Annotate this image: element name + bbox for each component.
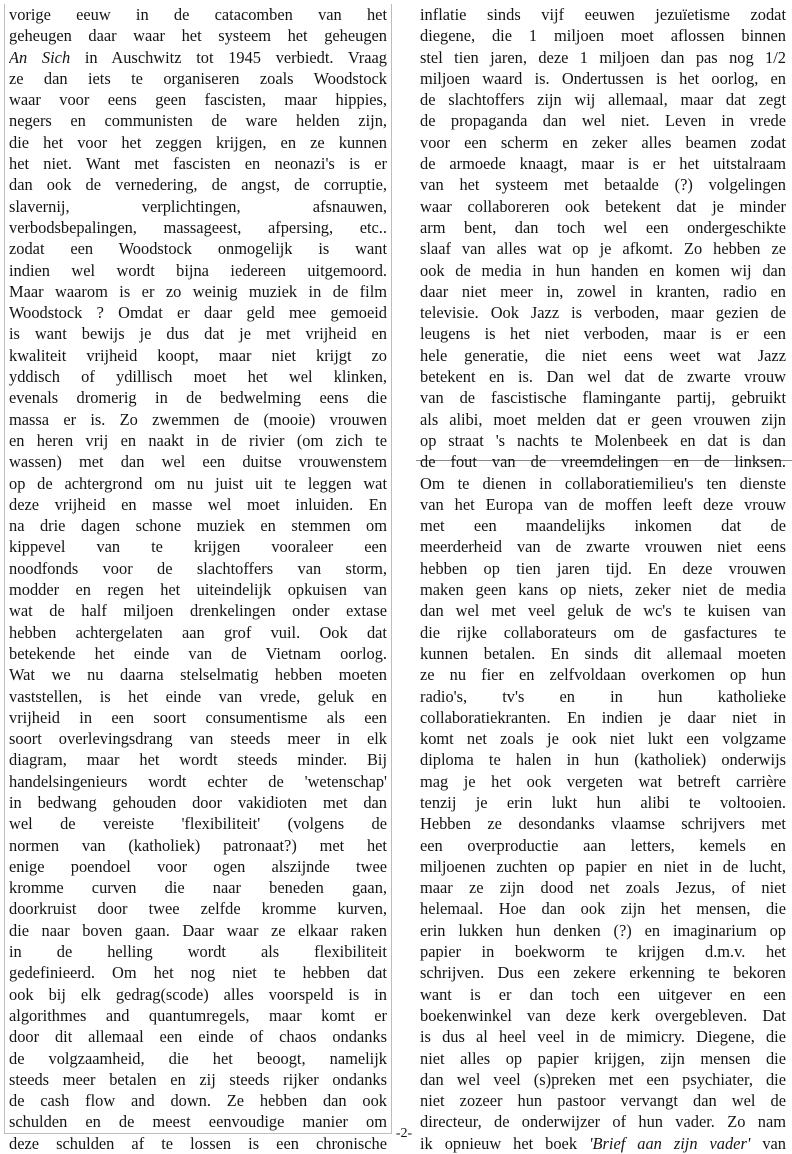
text-line: collaboratiekranten. En indien je daar niet in — [420, 707, 786, 727]
text-line: doorkruist door twee zelfde kromme kurven, — [9, 899, 387, 919]
text-line: Maar waarom is er zo weinig muziek in de film — [9, 281, 387, 301]
text-line: An Sich in Auschwitz tot 1945 verbiedt. Vraag — [9, 47, 387, 67]
text-line: ze dan iets te organiseren zoals Woodstock — [9, 68, 387, 88]
text-line: stel tien jaren, deze 1 miljoen dan pas nog 1/2 — [420, 47, 786, 67]
text-line: betekende het einde van de Vietnam oorlog. — [9, 643, 387, 663]
text-line: kippevel van te krijgen vooraleer een — [9, 537, 387, 557]
page-number: -2- — [395, 1126, 413, 1141]
text-line: tenzij je erin lukt hun alibi te voltooien. — [420, 792, 786, 812]
text-line: kromme curven die naar beneden gaan, — [9, 878, 387, 898]
text-line: zodat een Woodstock onmogelijk is want — [9, 239, 387, 259]
text-line: met een maandelijks inkomen dat de — [420, 516, 786, 536]
text-line: ik opnieuw het boek 'Brief aan zijn vader' van — [420, 1133, 786, 1153]
text-line: directeur, de onderwijzer of hun vader. Zo nam — [420, 1112, 786, 1132]
left-text-column — [4, 4, 392, 1153]
text-line: slavernij, verplichtingen, afsnauwen, — [9, 196, 387, 216]
text-line: en heren vrij en naakt in de rivier (om zich te — [9, 430, 387, 450]
text-line: normen van (katholiek) patronaat?) met het — [9, 835, 387, 855]
text-line: diagram, maar het wordt steeds minder. Bij — [9, 750, 387, 770]
text-line: diegene, die 1 miljoen moet aflossen binnen — [420, 26, 786, 46]
text-line: geheugen daar waar het systeem het geheugen — [9, 26, 387, 46]
text-line: maar ze zijn dood net zoals Jezus, of niet — [420, 878, 786, 898]
text-line: arm bent, dan toch wel een ondergeschikte — [420, 217, 786, 237]
text-line: dan wel met veel geluk de wc's te kuisen van — [420, 601, 786, 621]
text-line: schrijven. Dus een zekere erkenning te bekoren — [420, 963, 786, 983]
text-line: erin lukken hun denken (?) en imaginarium op — [420, 920, 786, 940]
text-line: negers en communisten de ware helden zijn, — [9, 111, 387, 131]
text-line: van het systeem met betaalde (?) volgelingen — [420, 175, 786, 195]
text-line: niet alles op papier krijgen, zijn mensen die — [420, 1048, 786, 1068]
text-line: waar collaboreren ook betekent dat je minder — [420, 196, 786, 216]
text-line: het niet. Want met fascisten en neonazi's is er — [9, 154, 387, 174]
text-line: noodfonds voor de slachtoffers van storm, — [9, 558, 387, 578]
text-line: deze vrijheid en masse wel moet inluiden. En — [9, 494, 387, 514]
text-line: hele generatie, die niet eens weet wat Jazz — [420, 345, 786, 365]
text-line: enige poendoel voor ogen alszijnde twee — [9, 856, 387, 876]
text-line: op de achtergrond om nu juist uit te leggen wat — [9, 473, 387, 493]
text-line: hebben achtergelaten aan grof vuil. Ook dat — [9, 622, 387, 642]
text-line: miljoen waard is. Ondertussen is het oorlog, en — [420, 68, 786, 88]
text-line: wel de vereiste 'flexibiliteit' (volgens de — [9, 814, 387, 834]
text-line: gedefinieerd. Om het nog niet te hebben dat — [9, 963, 387, 983]
text-line: in bedwang gehouden door vakidioten met dan — [9, 792, 387, 812]
text-line: dan wel veel (s)preken met een psychiater, die — [420, 1069, 786, 1089]
text-line: komt net zoals je ook niet lukt een volgzame — [420, 729, 786, 749]
text-line: deze schulden af te lossen is een chronische — [9, 1133, 387, 1153]
text-line: kunnen betalen. En sinds dit allemaal moeten — [420, 643, 786, 663]
text-line: de armoede knaagt, maar is er het uitstalraam — [420, 154, 786, 174]
text-line: die het voor het zeggen krijgen, en ze kunnen — [9, 132, 387, 152]
text-line: Hebben ze desondanks vlaamse schrijvers met — [420, 814, 786, 834]
text-line: evenals dromerig in de bedwelming eens die — [9, 388, 387, 408]
text-line: daar niet meer in, zowel in kranten, radio en — [420, 281, 786, 301]
text-line: ook bij elk gedrag(scode) alles voorspeld is in — [9, 984, 387, 1004]
text-line: van het Europa van de moffen leeft deze vrouw — [420, 494, 786, 514]
text-line: diploma te halen in hun (katholiek) onderwijs — [420, 750, 786, 770]
text-line: slaaf van alles wat op je afkomt. Zo hebben ze — [420, 239, 786, 259]
text-line: meerderheid van de zwarte vrouwen niet eens — [420, 537, 786, 557]
text-line: de fout van de vreemdelingen en de linksen. — [420, 452, 786, 472]
text-line: wassen) met dan wel een duitse vrouwenstem — [9, 452, 387, 472]
text-line: televisie. Ook Jazz is verboden, maar gezien de — [420, 303, 786, 323]
text-line: in de helling wordt als flexibiliteit — [9, 942, 387, 962]
text-line: modder en regen het uiteindelijk opkuisen van — [9, 580, 387, 600]
text-line: schulden en de meest eenvoudige manier om — [9, 1112, 387, 1132]
text-line: na drie dagen schone muziek en stemmen om — [9, 516, 387, 536]
text-line: niet zozeer hun pastoor vervangt dan wel de — [420, 1091, 786, 1111]
text-line: de propaganda dan wel niet. Leven in vrede — [420, 111, 786, 131]
text-line: de cash flow and down. Ze hebben dan ook — [9, 1091, 387, 1111]
text-line: verbodsbepalingen, massageest, afpersing, etc.. — [9, 217, 387, 237]
text-line: papier in boekworm te krijgen d.m.v. het — [420, 942, 786, 962]
text-line: inflatie sinds vijf eeuwen jezuïetisme zodat — [420, 5, 786, 24]
text-line: leugens is het niet verboden, maar is er een — [420, 324, 786, 344]
text-line: die naar boven gaan. Daar waar ze elkaar raken — [9, 920, 387, 940]
text-line: vaststellen, is het einde van vrede, geluk en — [9, 686, 387, 706]
text-line: Om te dienen in collaboratiemilieu's ten dienste — [420, 473, 786, 493]
text-line: als alibi, moet melden dat er geen vrouwen zijn — [420, 409, 786, 429]
text-line: boekenwinkel van deze kerk overgebleven. Dat — [420, 1005, 786, 1025]
text-line: voor een scherm en zeker alles beamen zodat — [420, 132, 786, 152]
text-line: radio's, tv's en in hun katholieke — [420, 686, 786, 706]
right-text-column — [416, 4, 788, 1153]
text-line: algorithmes and quantumregels, maar komt er — [9, 1005, 387, 1025]
text-line: ook de media in hun handen en komen wij dan — [420, 260, 786, 280]
text-line: die rijke collaborateurs om de gasfactures te — [420, 622, 786, 642]
text-line: door dit allemaal een einde of chaos ondanks — [9, 1027, 387, 1047]
text-line: is want bewijs je dus dat je met vrijheid en — [9, 324, 387, 344]
text-line: vrijheid in een soort consumentisme als een — [9, 707, 387, 727]
text-line: ze nu fier en zelfvoldaan overkomen op hun — [420, 665, 786, 685]
text-line: massa er is. Zo zwemmen de (mooie) vrouwen — [9, 409, 387, 429]
text-line: Woodstock ? Omdat er daar geld mee gemoeid — [9, 303, 387, 323]
text-line: kwaliteit vrijheid koopt, maar niet krijgt zo — [9, 345, 387, 365]
text-line: betekent en is. Dan wel dat de zwarte vrouw — [420, 367, 786, 387]
text-line: want is er dan toch een uitgever en een — [420, 984, 786, 1004]
text-line: hebben op tien jaren tijd. En deze vrouwen — [420, 558, 786, 578]
text-line: op straat 's nachts te Molenbeek en dat is dan — [420, 430, 786, 450]
text-line: van de fascistische flamingante partij, gebruikt — [420, 388, 786, 408]
text-line: soort overlevingsdrang van steeds meer in elk — [9, 729, 387, 749]
text-line: wat de half miljoen drenkelingen onder extase — [9, 601, 387, 621]
text-line: vorige eeuw in de catacomben van het — [9, 5, 387, 24]
text-line: yddisch of ydillisch moet het wel klinken, — [9, 367, 387, 387]
text-line: is dus al heel veel in de mimicry. Diegene, die — [420, 1027, 786, 1047]
text-line: miljoenen zuchten op papier en niet in de lucht, — [420, 856, 786, 876]
text-line: een overproductie aan letters, kemels en — [420, 835, 786, 855]
text-line: de volgzaamheid, die het beoogt, namelijk — [9, 1048, 387, 1068]
text-line: maken geen kans op niets, zeker niet de media — [420, 580, 786, 600]
text-line: handelsingenieurs wordt echter de 'wetenschap' — [9, 771, 387, 791]
text-line: dan ook de vernedering, de angst, de corruptie, — [9, 175, 387, 195]
text-line: helemaal. Hoe dan ook zijn het mensen, die — [420, 899, 786, 919]
text-line: steeds meer betalen en zij steeds rijker ondanks — [9, 1069, 387, 1089]
text-line: mag je het ook vergeten wat betreft carrière — [420, 771, 786, 791]
text-line: Wat we nu daarna stelselmatig hebben moeten — [9, 665, 387, 685]
text-line: indien wel wordt bijna iedereen uitgemoord. — [9, 260, 387, 280]
text-line: de slachtoffers zijn wij allemaal, maar dat zegt — [420, 90, 786, 110]
text-line: waar voor eens geen fascisten, maar hippies, — [9, 90, 387, 110]
